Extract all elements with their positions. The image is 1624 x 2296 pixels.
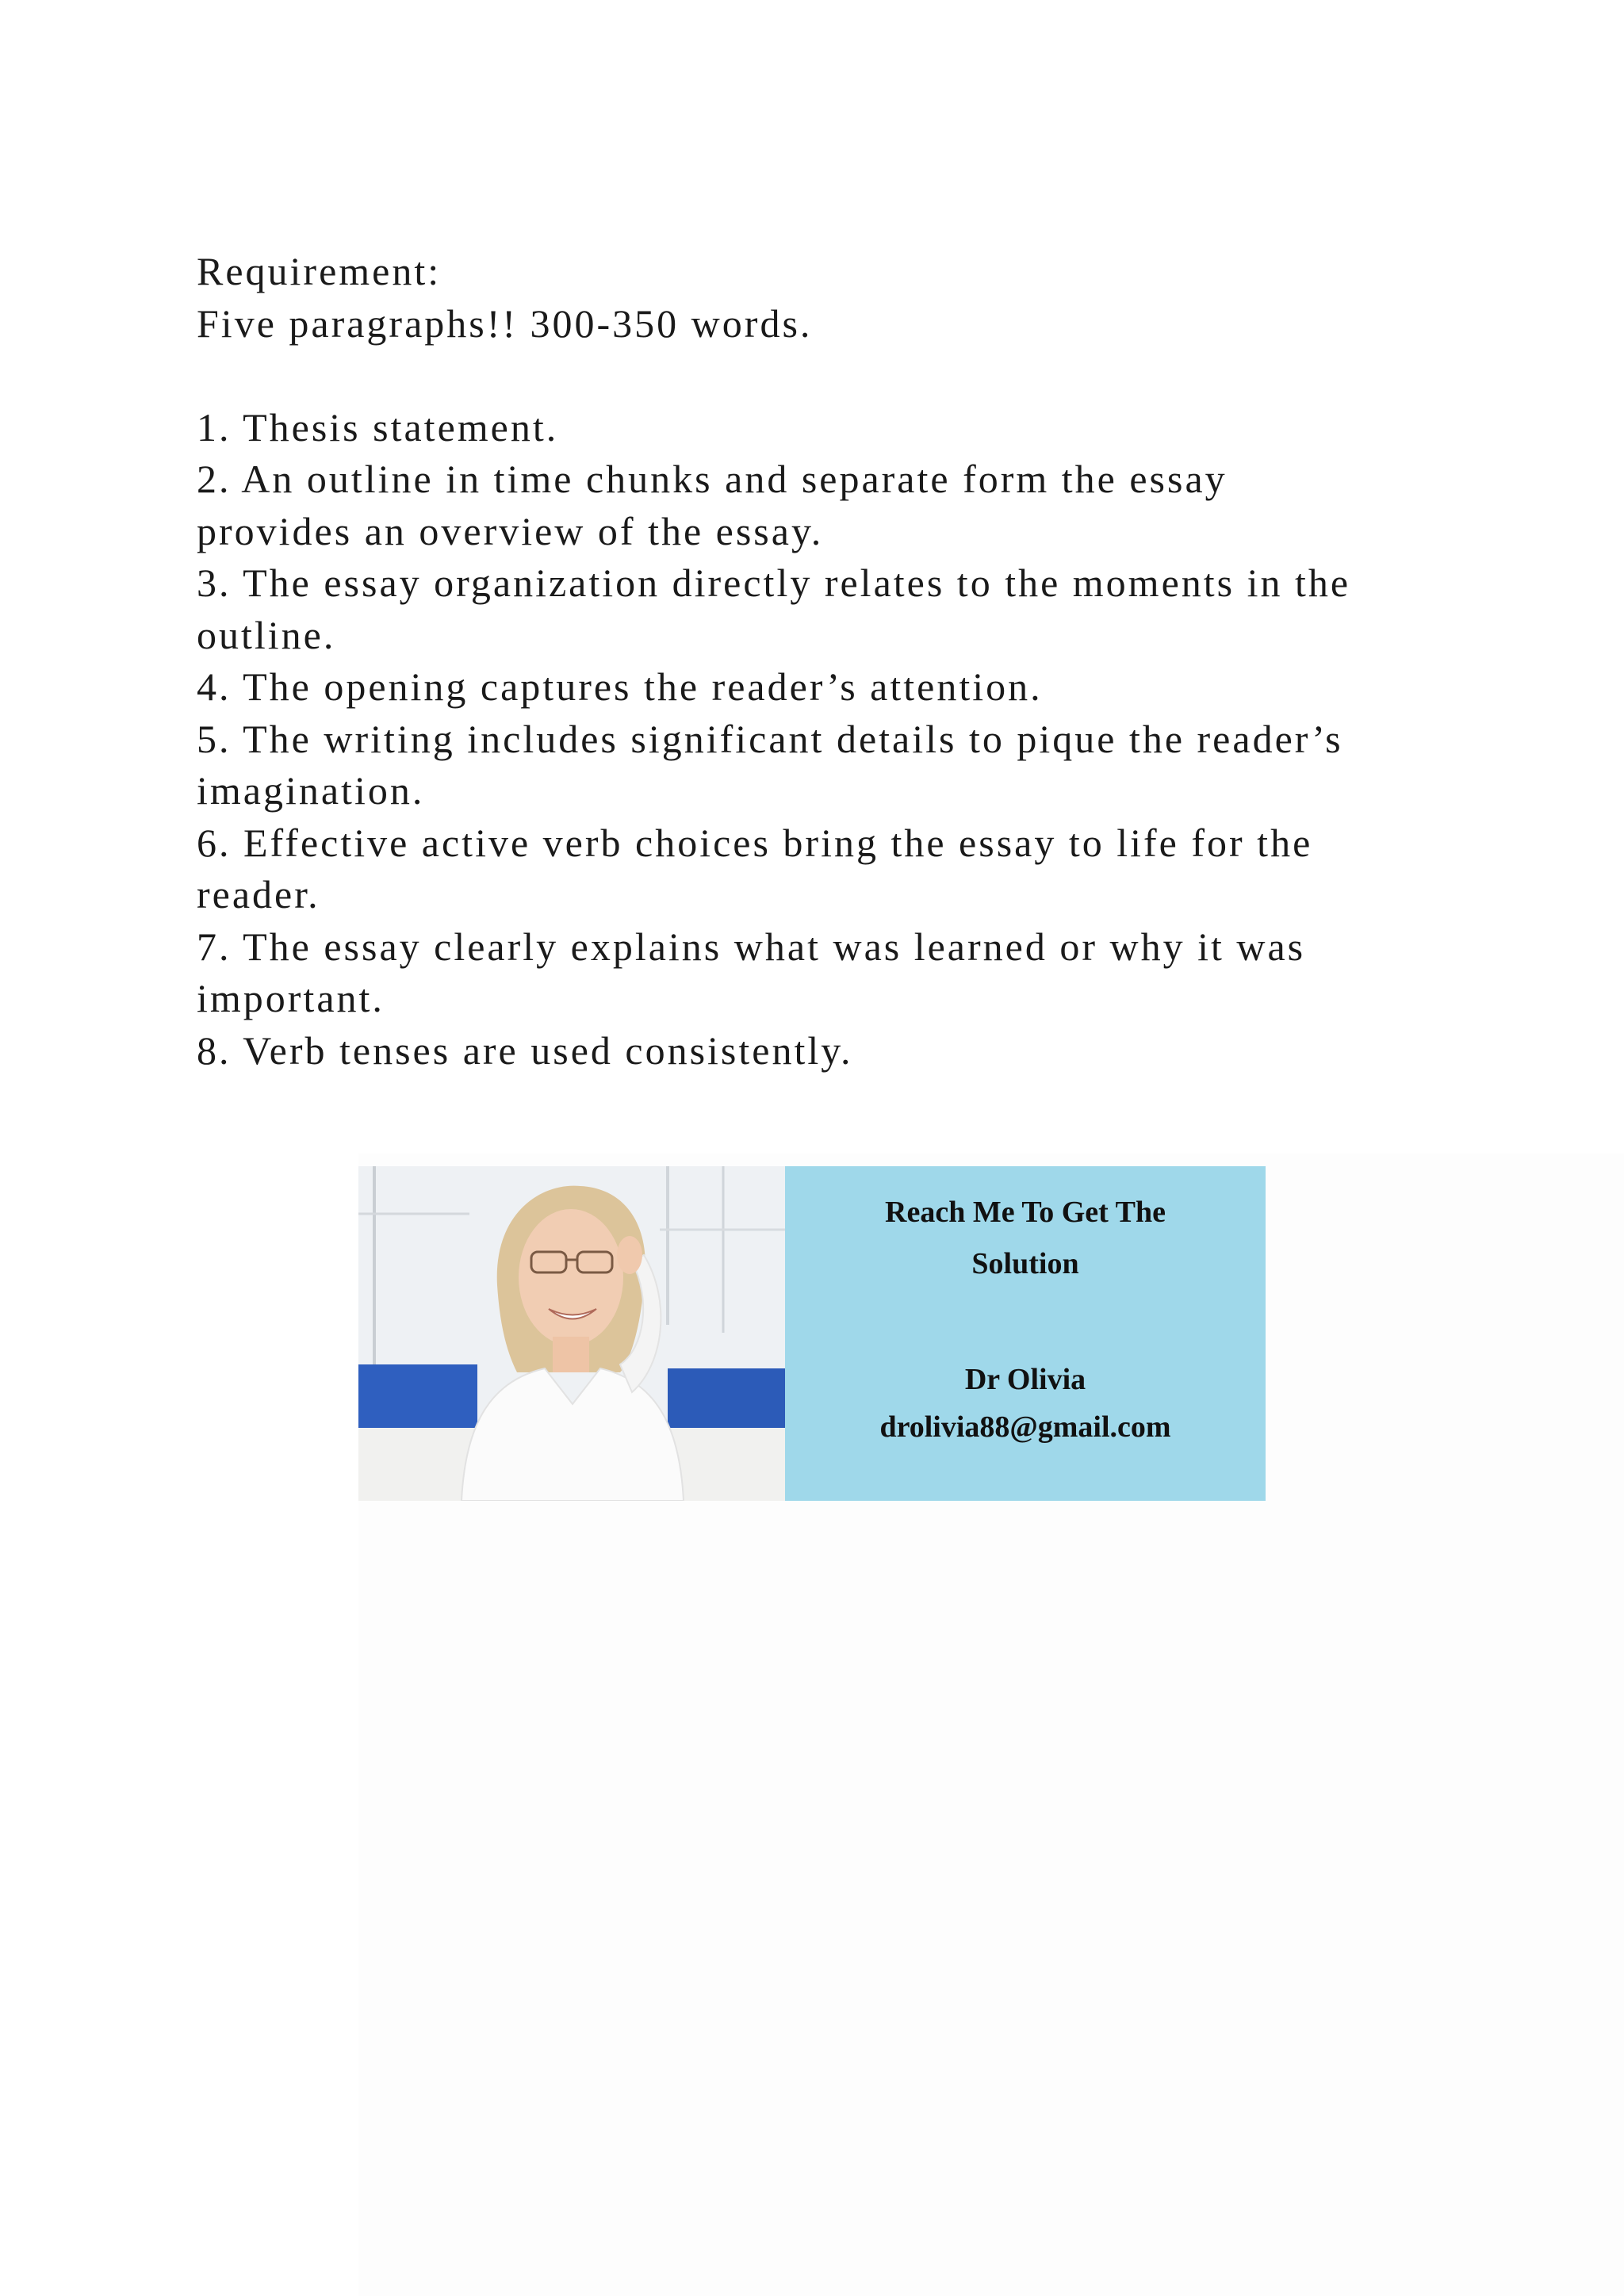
list-item: 8. Verb tenses are used consistently. (197, 1027, 853, 1073)
list-item: 7. The essay clearly explains what was learned or why it was (197, 924, 1306, 969)
list-item: 5. The writing includes significant details to pique the reader’s (197, 716, 1343, 761)
list-item: 3. The essay organization directly relates to the moments in the (197, 561, 1351, 605)
list-item: 2. An outline in time chunks and separate form the essay (197, 457, 1228, 501)
cta-line-2: Solution (971, 1247, 1079, 1280)
contact-ad-banner (358, 1166, 1266, 1501)
list-item-continuation: important. (197, 976, 385, 1020)
contact-email: drolivia88@gmail.com (879, 1410, 1171, 1444)
list-item-continuation: provides an overview of the essay. (197, 508, 824, 553)
list-item: 4. The opening captures the reader’s attention. (197, 664, 1043, 709)
word-count-line: Five paragraphs!! 300-350 words. (197, 300, 813, 346)
cta-line-1: Reach Me To Get The (885, 1196, 1166, 1229)
list-item-continuation: reader. (197, 872, 320, 916)
list-item: 6. Effective active verb choices bring the essay to life for the (197, 820, 1313, 865)
list-item-continuation: outline. (197, 612, 336, 657)
contact-panel (785, 1166, 1266, 1501)
blank-line (197, 350, 1434, 402)
requirement-heading: Requirement: (197, 249, 442, 293)
contact-name: Dr Olivia (964, 1363, 1086, 1396)
list-item-continuation: imagination. (197, 768, 425, 813)
woman-photo (358, 1166, 785, 1501)
requirements-text (197, 246, 1434, 1077)
list-item: 1. Thesis statement. (197, 404, 559, 450)
